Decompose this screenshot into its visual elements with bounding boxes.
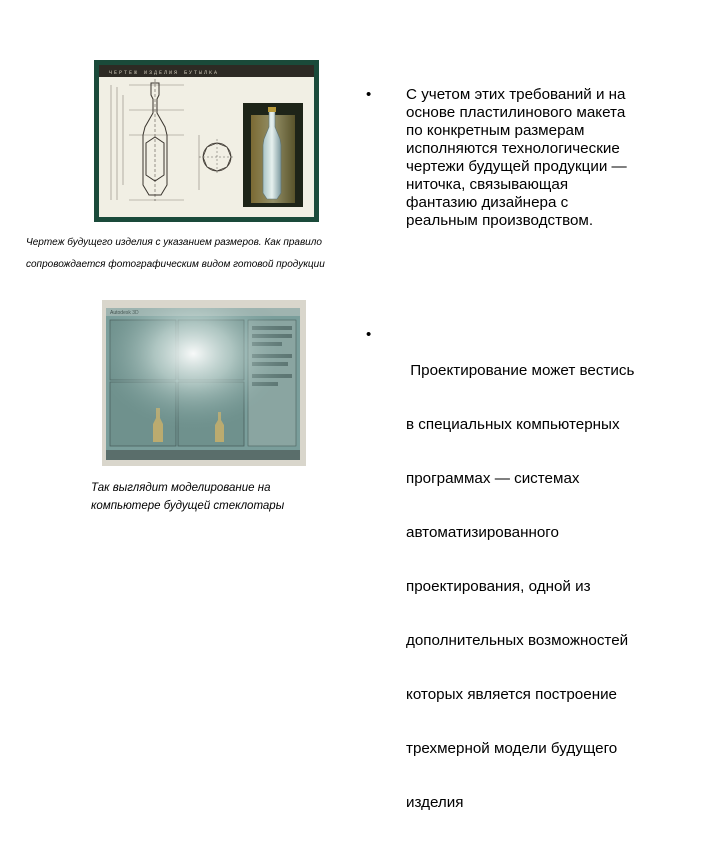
bullet-line: дополнительных возможностей	[406, 632, 629, 649]
bullet-line: чертежи будущей продукции —	[406, 158, 627, 175]
bullet-line: проектирования, одной из	[406, 578, 591, 595]
bullet-requirements	[366, 86, 686, 230]
bullet-line: которых является построение	[406, 686, 618, 703]
bullet-line: С учетом этих требований и на	[406, 86, 626, 103]
bullet-line: ниточка, связывающая	[406, 176, 569, 193]
bullet-text	[406, 326, 686, 848]
technical-drawing-image	[94, 60, 319, 222]
bullet-design-systems	[366, 326, 686, 848]
bullet-line: исполняются технологические	[406, 140, 620, 157]
bullet-line: основе пластилинового макета	[406, 104, 626, 121]
bullet-line: фантазию дизайнера с	[406, 194, 569, 211]
caption-modeling-line2: компьютере будущей стеклотары	[91, 500, 285, 512]
caption-modeling-line1: Так выглядит моделирование на	[91, 482, 271, 494]
bullet-marker: •	[366, 86, 372, 103]
bullet-line: Проектирование может вестись	[406, 362, 635, 379]
caption-drawing-line1: Чертеж будущего изделия с указанием размеров. Как правило	[26, 237, 322, 248]
bullet-line: в специальных компьютерных	[406, 416, 620, 433]
caption-modeling	[91, 479, 284, 515]
computer-modeling-image	[102, 300, 306, 466]
drawing-illustration	[99, 65, 314, 217]
monitor-illustration	[106, 308, 300, 460]
bullet-text	[406, 86, 686, 230]
drawing-header-text: ЧЕРТЕЖ ИЗДЕЛИЯ БУТЫЛКА	[109, 70, 220, 76]
bullet-marker: •	[366, 326, 372, 343]
bullet-line: изделия	[406, 794, 464, 811]
bullet-line: трехмерной модели будущего	[406, 740, 618, 757]
caption-drawing	[26, 232, 325, 276]
bullet-line: автоматизированного	[406, 524, 559, 541]
bullet-line: реальным производством.	[406, 212, 594, 229]
bullet-line: программах — системах	[406, 470, 580, 487]
bullet-line: по конкретным размерам	[406, 122, 585, 139]
caption-drawing-line2: сопровождается фотографическим видом готовой продукции	[26, 259, 325, 270]
